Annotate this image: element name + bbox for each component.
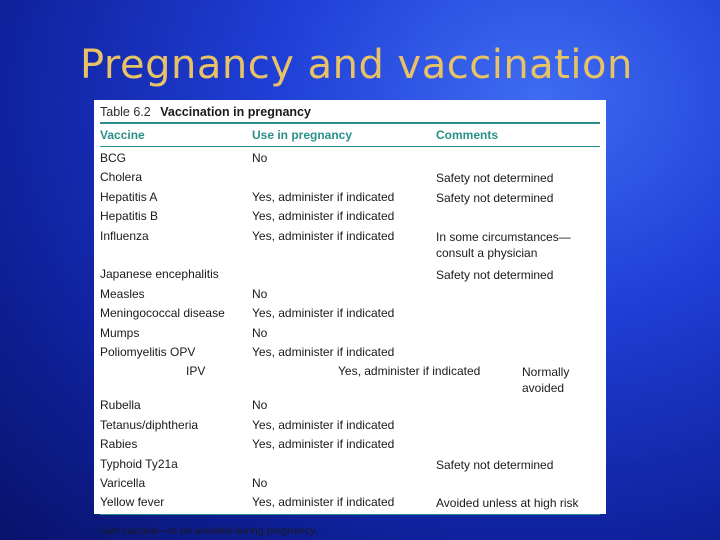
cell-comment: Safety not determined <box>436 190 554 205</box>
table-footnote: Live vaccine—to be avoided during pregnancy. <box>100 524 318 537</box>
cell-use: Yes, administer if indicated <box>252 495 395 510</box>
table-row <box>100 396 600 415</box>
caption-number: Table 6.2 <box>100 105 151 119</box>
cell-comment <box>436 416 600 418</box>
cell-vaccine: Mumps <box>100 325 140 340</box>
cell-use: Yes, administer if indicated <box>252 437 395 452</box>
cell-vaccine: Meningococcal disease <box>100 306 225 321</box>
table-row <box>100 304 600 323</box>
table-row <box>100 149 600 168</box>
table-row <box>100 324 600 343</box>
table-row <box>100 207 600 226</box>
header-vaccine: Vaccine <box>100 127 145 142</box>
cell-vaccine: Measles <box>100 286 145 301</box>
cell-comment: Normally avoided <box>522 365 570 396</box>
table-row <box>100 265 600 284</box>
cell-vaccine: BCG <box>100 151 127 165</box>
cell-use: Yes, administer if indicated <box>252 189 395 204</box>
table-bottom-rule <box>100 514 600 515</box>
table-row <box>100 362 600 396</box>
table-row <box>100 493 600 512</box>
table-header-row <box>100 124 600 145</box>
table-row <box>100 343 600 362</box>
cell-vaccine: Rabies <box>100 437 138 452</box>
cell-comment <box>436 207 600 209</box>
caption-title: Vaccination in pregnancy <box>160 105 311 119</box>
cell-vaccine: Typhoid Ty21a <box>100 456 178 471</box>
cell-use: No <box>252 151 268 165</box>
cell-use: No <box>252 325 268 340</box>
cell-vaccine: Japanese encephalitis <box>100 267 219 282</box>
cell-vaccine: Cholera <box>100 170 143 185</box>
cell-vaccine: Tetanus/diphtheria <box>100 417 199 432</box>
cell-comment: Safety not determined <box>436 171 554 186</box>
cell-use: Yes, administer if indicated <box>252 345 395 360</box>
table-row <box>100 416 600 435</box>
table-row <box>100 188 600 207</box>
cell-use: Yes, administer if indicated <box>252 417 395 432</box>
cell-comment <box>436 396 600 398</box>
table-row <box>100 285 600 304</box>
table-row <box>100 474 600 493</box>
cell-comment: Avoided unless at high risk <box>436 496 579 511</box>
cell-use: No <box>252 476 268 491</box>
cell-comment: In some circumstances—consult a physician <box>436 229 571 260</box>
slide-title: Pregnancy and vaccination <box>80 42 633 88</box>
cell-comment <box>436 435 600 437</box>
table-body <box>100 147 600 513</box>
cell-use: Yes, administer if indicated <box>338 364 481 379</box>
cell-comment <box>436 304 600 306</box>
cell-comment <box>436 149 600 151</box>
cell-comment <box>436 285 600 287</box>
cell-vaccine: Varicella <box>100 476 146 491</box>
table-row <box>100 168 600 187</box>
cell-use: Yes, administer if indicated <box>252 209 395 224</box>
cell-use: No <box>252 398 268 413</box>
table-caption <box>100 103 600 121</box>
cell-use: Yes, administer if indicated <box>252 228 395 243</box>
cell-comment <box>436 343 600 345</box>
cell-vaccine: Poliomyelitis OPV <box>100 345 196 360</box>
cell-vaccine: Influenza <box>100 228 149 243</box>
cell-comment <box>436 474 600 476</box>
table-row <box>100 227 600 266</box>
cell-comment: Safety not determined <box>436 457 554 472</box>
vaccination-table <box>94 100 606 537</box>
table-row <box>100 435 600 454</box>
cell-vaccine: Yellow fever <box>100 495 165 510</box>
table-row <box>100 455 600 474</box>
cell-use: No <box>252 286 268 301</box>
cell-vaccine: Rubella <box>100 398 141 413</box>
cell-use: Yes, administer if indicated <box>252 306 395 321</box>
header-comments: Comments <box>436 127 499 142</box>
cell-comment <box>436 324 600 326</box>
header-use-in-pregnancy: Use in pregnancy <box>252 127 353 142</box>
cell-comment: Safety not determined <box>436 268 554 283</box>
cell-vaccine: IPV <box>186 364 206 379</box>
cell-vaccine: Hepatitis B <box>100 209 159 224</box>
cell-vaccine: Hepatitis A <box>100 189 158 204</box>
